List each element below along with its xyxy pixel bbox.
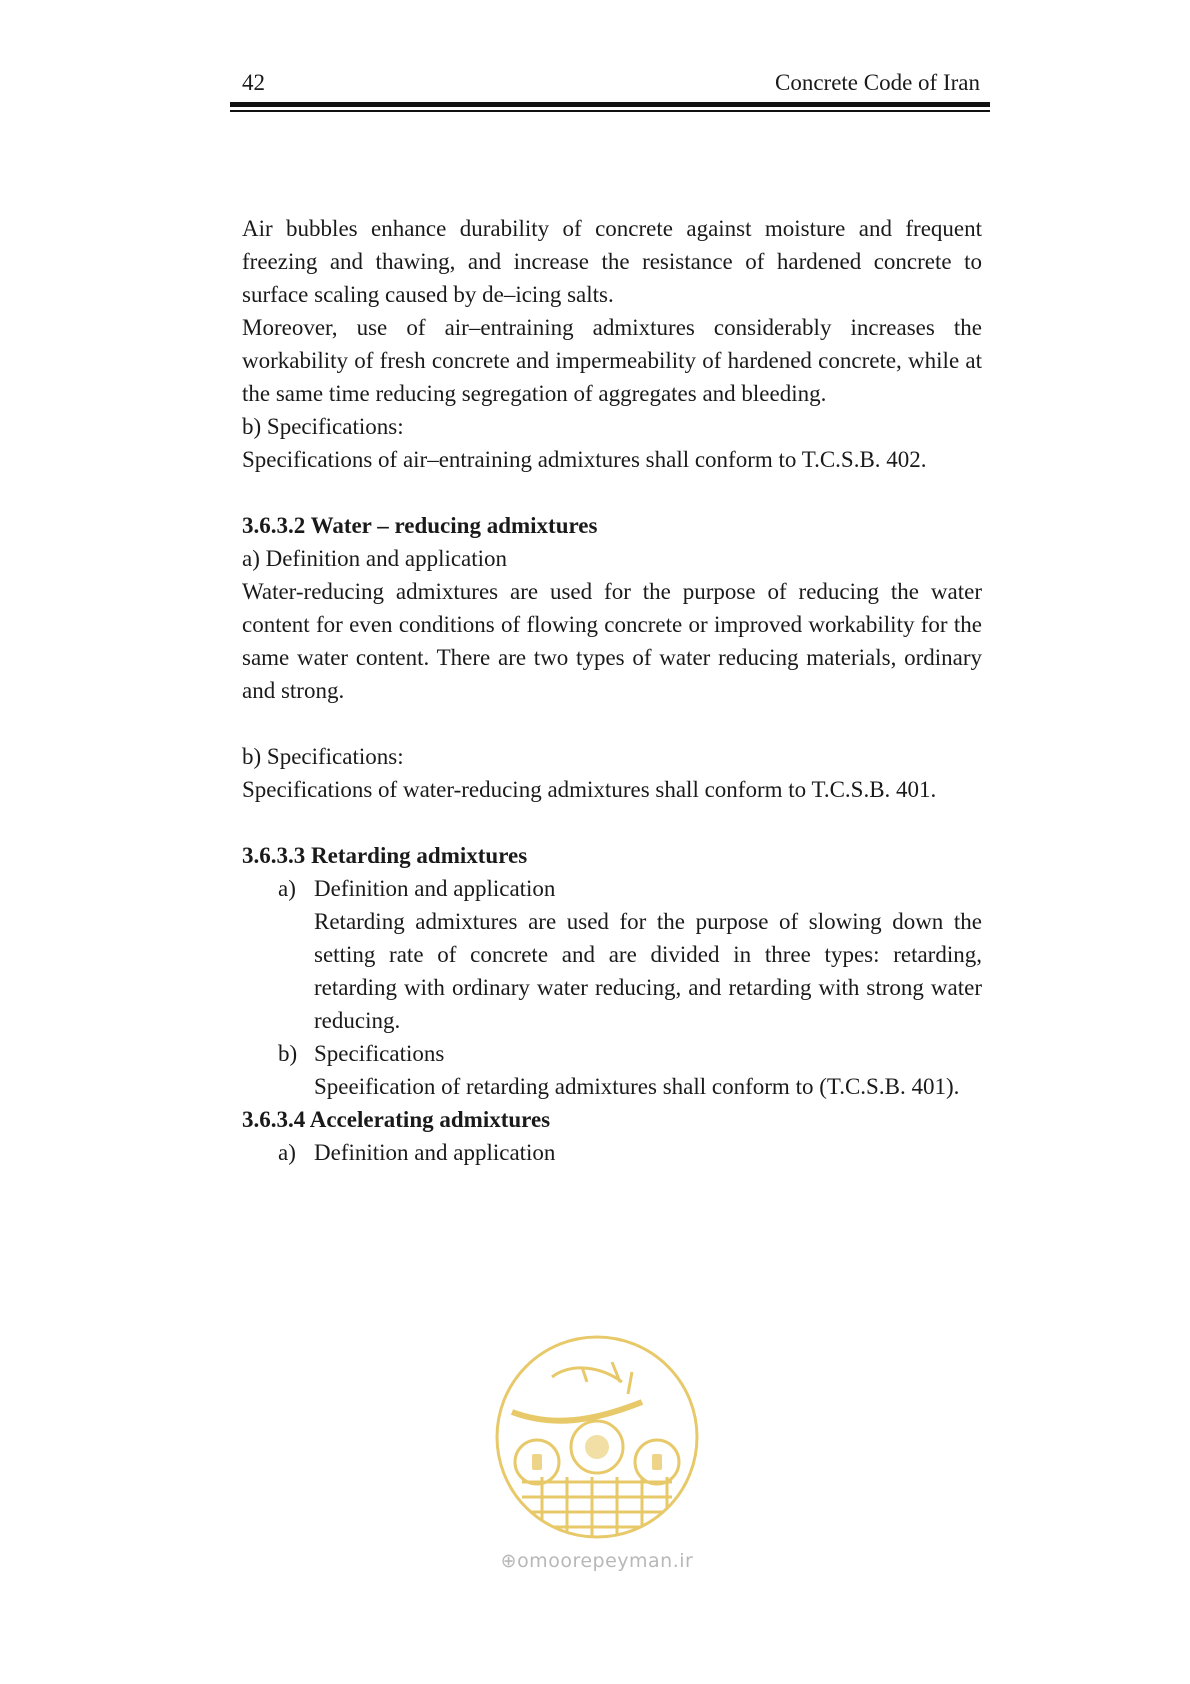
running-title: Concrete Code of Iran	[774, 70, 980, 95]
spacer	[242, 806, 982, 839]
watermark-url: omoorepeyman.ir	[517, 1550, 694, 1572]
list-marker: a)	[278, 876, 296, 901]
list-item	[242, 1037, 982, 1103]
list-item	[242, 1136, 982, 1169]
paragraph-water-reducing: Water-reducing admixtures are used for the purpose of reducing the water content for even conditions of flowing concrete or improved workability for the same water content. There are two types of water reducing materials, ordinary and strong.	[242, 579, 982, 703]
page-header	[230, 70, 990, 100]
specifications-label: b) Specifications:	[242, 414, 404, 439]
page-body	[242, 212, 982, 1169]
section-heading-accelerating: 3.6.3.4 Accelerating admixtures	[242, 1107, 551, 1132]
globe-icon: ⊕	[500, 1550, 518, 1572]
list-item	[242, 872, 982, 1037]
page-number: 42	[242, 70, 265, 95]
specifications-text: Specifications of water-reducing admixtures shall conform to T.C.S.B. 401.	[242, 777, 937, 802]
definition-label: a) Definition and application	[242, 546, 508, 571]
list-item-title: Definition and application	[314, 1140, 556, 1165]
list-item-title: Specifications	[314, 1041, 445, 1066]
header-rule-thin	[230, 110, 990, 112]
specifications-text: Specifications of air–entraining admixtures shall conform to T.C.S.B. 402.	[242, 447, 927, 472]
specifications-label: b) Specifications:	[242, 744, 404, 769]
watermark-logo	[492, 1332, 702, 1542]
list-marker: b)	[278, 1041, 298, 1066]
section-heading-retarding: 3.6.3.3 Retarding admixtures	[242, 843, 528, 868]
spacer	[242, 707, 982, 740]
watermark-logo-icon	[492, 1332, 702, 1542]
paragraph-air-entraining: Moreover, use of air–entraining admixtures considerably increases the workability of fresh concrete and impermeability of hardened concrete, while at the same time reducing segregation of aggregates and bleeding.	[242, 315, 982, 406]
watermark-text	[470, 1550, 724, 1572]
list-item-text: Speeification of retarding admixtures shall conform to (T.C.S.B. 401).	[314, 1074, 960, 1099]
list-item-text: Retarding admixtures are used for the purpose of slowing down the setting rate of concrete and are divided in three types: retarding, retarding with ordinary water reducing, and retarding with strong water reducing.	[314, 909, 982, 1033]
section-heading-water-reducing: 3.6.3.2 Water – reducing admixtures	[242, 513, 598, 538]
header-rule-thick	[230, 102, 990, 107]
list-item-title: Definition and application	[314, 876, 556, 901]
spacer	[242, 476, 982, 509]
list-marker: a)	[278, 1140, 296, 1165]
paragraph-air-bubbles: Air bubbles enhance durability of concrete against moisture and frequent freezing and thawing, and increase the resistance of hardened concrete to surface scaling caused by de–icing salts.	[242, 216, 982, 307]
